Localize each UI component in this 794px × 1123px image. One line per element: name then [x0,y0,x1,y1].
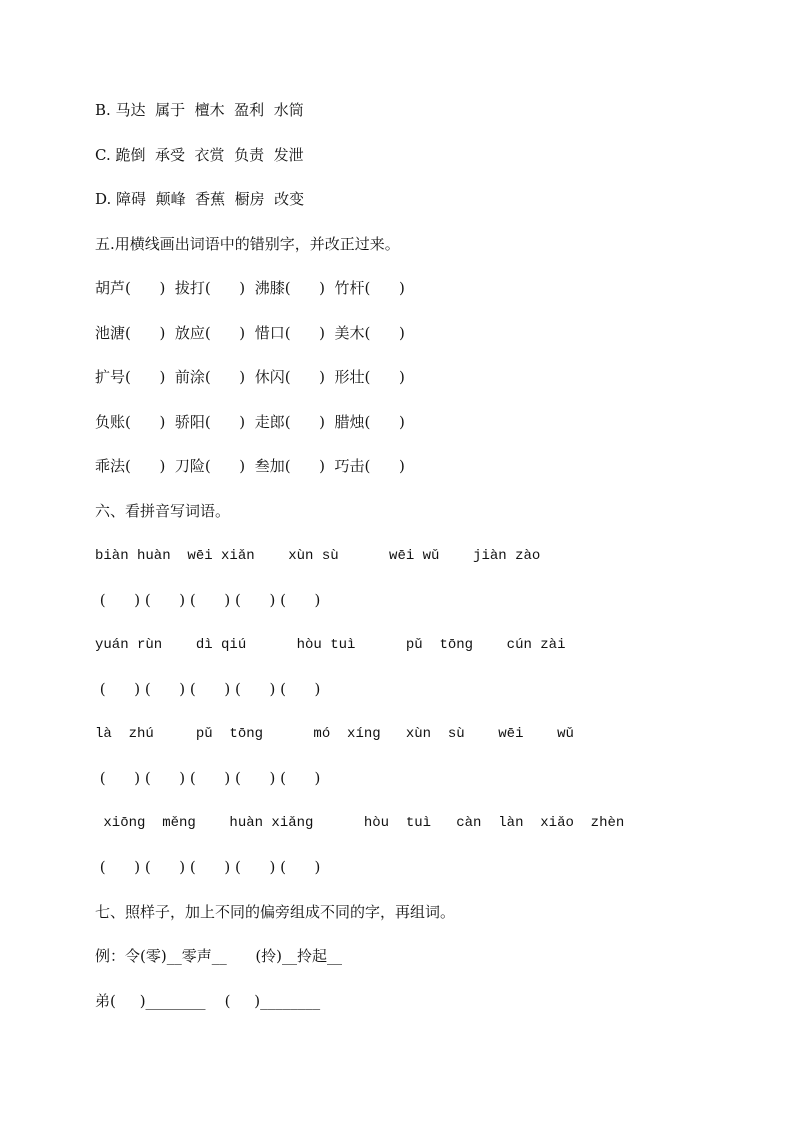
section-5-row-2: 池溏( ) 放应( ) 惜口( ) 美木( ) [95,324,405,342]
section-7-example: 例：令(零)__零声__ (拎)__拎起__ [95,947,343,965]
answer-brackets-3: ( ) ( ) ( ) ( ) ( ) [95,769,321,787]
section-7-task: 弟( )________ ( )________ [95,992,321,1010]
section-7-title: 七、照样子，加上不同的偏旁组成不同的字，再组词。 [95,903,456,921]
pinyin-row-2: yuán rùn dì qiú hòu tuì pǔ tōng cún zài [95,637,566,653]
section-5-title: 五.用横线画出词语中的错别字，并改正过来。 [95,235,400,253]
answer-brackets-1: ( ) ( ) ( ) ( ) ( ) [95,591,321,609]
pinyin-row-4: xiōng měng huàn xiǎng hòu tuì càn làn xiǎo zhèn [95,815,625,831]
answer-brackets-4: ( ) ( ) ( ) ( ) ( ) [95,858,321,876]
pinyin-row-1: biàn huàn wēi xiǎn xùn sù wēi wǔ jiàn zào [95,548,541,564]
section-5-row-3: 扩号( ) 前涂( ) 休闪( ) 形壮( ) [95,368,405,386]
section-5-row-4: 负账( ) 骄阳( ) 走郎( ) 腊烛( ) [95,413,405,431]
answer-brackets-2: ( ) ( ) ( ) ( ) ( ) [95,680,321,698]
option-b: B. 马达 属于 檀木 盈利 水筒 [95,101,304,119]
section-5-row-1: 胡芦( ) 拔打( ) 沸膝( ) 竹杆( ) [95,279,405,297]
pinyin-row-3: là zhú pǔ tōng mó xíng xùn sù wēi wǔ [95,726,574,742]
section-6-title: 六、看拼音写词语。 [95,502,231,520]
section-5-row-5: 乖法( ) 刀险( ) 叁加( ) 巧击( ) [95,457,405,475]
option-d: D. 障碍 颠峰 香蕉 橱房 改变 [95,190,305,208]
option-c: C. 跪倒 承受 衣赏 负责 发泄 [95,146,304,164]
